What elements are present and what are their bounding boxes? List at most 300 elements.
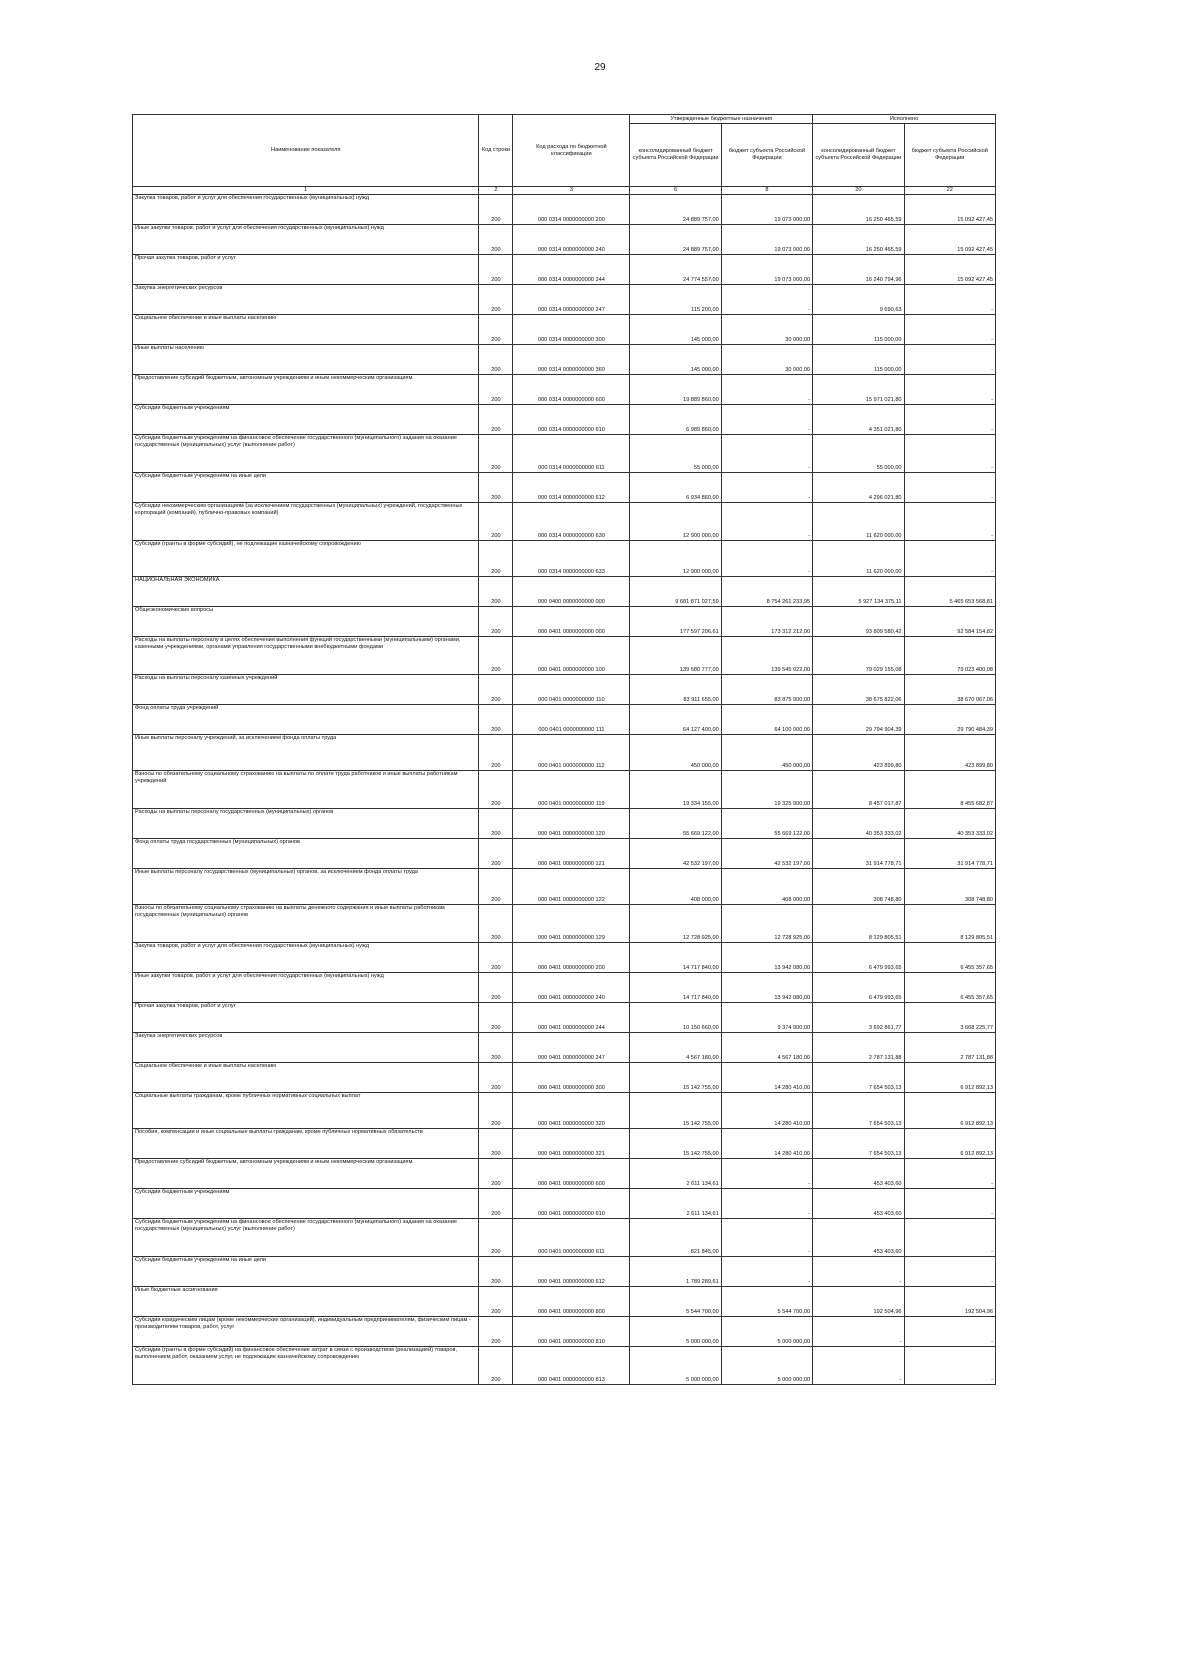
row-executed-subject: 15 092 427,45 xyxy=(904,195,995,225)
column-number: 3 xyxy=(513,187,630,195)
row-kbk: 000 0401 0000000000 120 xyxy=(513,809,630,839)
row-executed-subject: - xyxy=(904,435,995,473)
row-kbk: 000 0314 0000000000 630 xyxy=(513,503,630,541)
row-approved-consolidated: 15 142 755,00 xyxy=(630,1129,721,1159)
row-executed-subject: 38 670 067,06 xyxy=(904,675,995,705)
header-approved-consolidated: консолидированный бюджет субъекта Российской Федерации xyxy=(630,124,721,187)
row-executed-subject: 15 092 427,45 xyxy=(904,225,995,255)
row-name: Фонд оплаты труда государственных (муниципальных) органов xyxy=(133,839,479,869)
row-approved-consolidated: 12 900 000,00 xyxy=(630,503,721,541)
row-name: Иные бюджетные ассигнования xyxy=(133,1287,479,1317)
row-executed-consolidated: 453 403,60 xyxy=(813,1159,904,1189)
table-row xyxy=(133,839,996,869)
row-code: 200 xyxy=(479,771,513,809)
row-code: 200 xyxy=(479,541,513,577)
row-executed-subject: 192 504,96 xyxy=(904,1287,995,1317)
row-approved-subject: - xyxy=(721,435,812,473)
row-kbk: 000 0314 0000000000 610 xyxy=(513,405,630,435)
row-executed-subject: 31 914 778,71 xyxy=(904,839,995,869)
row-approved-consolidated: 42 532 197,00 xyxy=(630,839,721,869)
row-name: Предоставление субсидий бюджетным, автономным учреждениям и иным некоммерческим организациям xyxy=(133,1159,479,1189)
row-kbk: 000 0401 0000000000 800 xyxy=(513,1287,630,1317)
row-executed-consolidated: - xyxy=(813,1257,904,1287)
row-code: 200 xyxy=(479,637,513,675)
table-row xyxy=(133,195,996,225)
row-kbk: 000 0401 0000000000 244 xyxy=(513,1003,630,1033)
row-approved-consolidated: 6 934 860,00 xyxy=(630,473,721,503)
row-code: 200 xyxy=(479,225,513,255)
row-name: Общеэкономические вопросы xyxy=(133,607,479,637)
row-code: 200 xyxy=(479,255,513,285)
row-executed-consolidated: 7 654 503,13 xyxy=(813,1063,904,1093)
table-row xyxy=(133,1287,996,1317)
table-row xyxy=(133,1257,996,1287)
table-row xyxy=(133,1033,996,1063)
row-approved-subject: 5 544 700,00 xyxy=(721,1287,812,1317)
row-name: Субсидии бюджетным учреждениям на иные цели xyxy=(133,473,479,503)
row-executed-subject: - xyxy=(904,405,995,435)
row-approved-subject: 14 280 410,00 xyxy=(721,1093,812,1129)
table-row xyxy=(133,541,996,577)
row-approved-subject: 13 942 080,00 xyxy=(721,943,812,973)
row-executed-subject: 8 455 682,87 xyxy=(904,771,995,809)
row-name: Субсидии бюджетным учреждениям xyxy=(133,405,479,435)
row-code: 200 xyxy=(479,1287,513,1317)
row-executed-consolidated: 38 675 822,06 xyxy=(813,675,904,705)
row-executed-consolidated: - xyxy=(813,1317,904,1347)
row-name: Расходы на выплаты персоналу казенных учреждений xyxy=(133,675,479,705)
row-executed-consolidated: 11 620 000,00 xyxy=(813,541,904,577)
row-code: 200 xyxy=(479,839,513,869)
row-executed-consolidated: 7 654 503,13 xyxy=(813,1129,904,1159)
row-approved-subject: 55 669 122,00 xyxy=(721,809,812,839)
row-kbk: 000 0400 0000000000 000 xyxy=(513,577,630,607)
row-executed-consolidated: 79 029 155,08 xyxy=(813,637,904,675)
row-approved-subject: - xyxy=(721,285,812,315)
row-name: Иные выплаты персоналу государственных (муниципальных) органов, за исключением фонда оплаты труда xyxy=(133,869,479,905)
row-approved-subject: 12 728 925,00 xyxy=(721,905,812,943)
row-code: 200 xyxy=(479,1159,513,1189)
row-executed-subject: - xyxy=(904,345,995,375)
row-executed-subject: 6 455 357,65 xyxy=(904,943,995,973)
row-kbk: 000 0314 0000000000 247 xyxy=(513,285,630,315)
row-approved-consolidated: 24 774 557,00 xyxy=(630,255,721,285)
table-row xyxy=(133,375,996,405)
row-executed-consolidated: 453 403,60 xyxy=(813,1189,904,1219)
row-executed-consolidated: 29 794 904,39 xyxy=(813,705,904,735)
row-approved-subject: - xyxy=(721,503,812,541)
row-code: 200 xyxy=(479,1093,513,1129)
row-kbk: 000 0401 0000000000 240 xyxy=(513,973,630,1003)
table-row xyxy=(133,1063,996,1093)
row-executed-subject: 6 912 892,13 xyxy=(904,1129,995,1159)
row-approved-consolidated: 19 889 860,00 xyxy=(630,375,721,405)
row-code: 200 xyxy=(479,315,513,345)
table-row xyxy=(133,1093,996,1129)
row-executed-subject: 2 787 131,88 xyxy=(904,1033,995,1063)
row-name: Социальное обеспечение и иные выплаты населению xyxy=(133,1063,479,1093)
row-executed-consolidated: 31 914 778,71 xyxy=(813,839,904,869)
row-name: Иные закупки товаров, работ и услуг для обеспечения государственных (муниципальных) нужд xyxy=(133,225,479,255)
row-executed-subject: 29 790 484,39 xyxy=(904,705,995,735)
row-approved-subject: 450 000,00 xyxy=(721,735,812,771)
header-kbk: Код расхода по бюджетной классификации xyxy=(513,115,630,187)
table-row xyxy=(133,637,996,675)
page-number: 29 xyxy=(594,62,606,73)
row-approved-consolidated: 14 717 840,00 xyxy=(630,973,721,1003)
table-row xyxy=(133,735,996,771)
row-kbk: 000 0314 0000000000 360 xyxy=(513,345,630,375)
header-executed-consolidated: консолидированный бюджет субъекта Российской Федерации xyxy=(813,124,904,187)
row-executed-consolidated: 11 620 000,00 xyxy=(813,503,904,541)
row-approved-consolidated: 139 580 777,00 xyxy=(630,637,721,675)
row-executed-subject: - xyxy=(904,473,995,503)
row-executed-subject: - xyxy=(904,503,995,541)
table-row xyxy=(133,973,996,1003)
row-approved-consolidated: 83 911 655,00 xyxy=(630,675,721,705)
row-executed-consolidated: 423 899,80 xyxy=(813,735,904,771)
row-kbk: 000 0401 0000000000 813 xyxy=(513,1347,630,1385)
table-row xyxy=(133,405,996,435)
row-approved-consolidated: 4 567 180,00 xyxy=(630,1033,721,1063)
row-approved-subject: - xyxy=(721,473,812,503)
row-approved-consolidated: 24 889 757,00 xyxy=(630,225,721,255)
row-kbk: 000 0401 0000000000 600 xyxy=(513,1159,630,1189)
row-approved-consolidated: 5 544 700,00 xyxy=(630,1287,721,1317)
row-code: 200 xyxy=(479,473,513,503)
row-executed-consolidated: 115 000,00 xyxy=(813,345,904,375)
row-name: Пособия, компенсации и иные социальные выплаты гражданам, кроме публичных нормативных обязательств xyxy=(133,1129,479,1159)
row-approved-subject: 19 073 000,00 xyxy=(721,255,812,285)
table-row xyxy=(133,285,996,315)
table-row xyxy=(133,1347,996,1385)
row-executed-subject: 5 465 653 568,81 xyxy=(904,577,995,607)
row-approved-subject: 14 280 410,00 xyxy=(721,1129,812,1159)
row-approved-subject: 19 073 000,00 xyxy=(721,195,812,225)
row-kbk: 000 0314 0000000000 200 xyxy=(513,195,630,225)
row-approved-consolidated: 10 150 660,00 xyxy=(630,1003,721,1033)
column-number: 22 xyxy=(904,187,995,195)
row-approved-consolidated: 6 989 860,00 xyxy=(630,405,721,435)
row-name: Иные выплаты населению xyxy=(133,345,479,375)
row-name: Иные закупки товаров, работ и услуг для обеспечения государственных (муниципальных) нужд xyxy=(133,973,479,1003)
header-approved-subject: бюджет субъекта Российской Федерации xyxy=(721,124,812,187)
row-approved-subject: 42 532 197,00 xyxy=(721,839,812,869)
row-name: Субсидии (гранты в форме субсидий), не подлежащие казначейскому сопровождению xyxy=(133,541,479,577)
row-approved-subject: - xyxy=(721,1257,812,1287)
row-code: 200 xyxy=(479,1189,513,1219)
row-approved-consolidated: 55 669 122,00 xyxy=(630,809,721,839)
row-approved-consolidated: 12 728 925,00 xyxy=(630,905,721,943)
row-name: Закупка энергетических ресурсов xyxy=(133,1033,479,1063)
table-header xyxy=(133,115,996,195)
table-row xyxy=(133,943,996,973)
row-name: Предоставление субсидий бюджетным, автономным учреждениям и иным некоммерческим организациям xyxy=(133,375,479,405)
row-kbk: 000 0401 0000000000 321 xyxy=(513,1129,630,1159)
row-name: Расходы на выплаты персоналу государственных (муниципальных) органов xyxy=(133,809,479,839)
row-code: 200 xyxy=(479,195,513,225)
row-executed-consolidated: 3 692 861,77 xyxy=(813,1003,904,1033)
column-number: 1 xyxy=(133,187,479,195)
table-row xyxy=(133,225,996,255)
row-approved-consolidated: 408 000,00 xyxy=(630,869,721,905)
table-row xyxy=(133,1219,996,1257)
row-executed-consolidated: 16 250 465,59 xyxy=(813,195,904,225)
row-approved-subject: - xyxy=(721,1219,812,1257)
header-name: Наименование показателя xyxy=(133,115,479,187)
row-executed-subject: 6 912 892,13 xyxy=(904,1063,995,1093)
row-kbk: 000 0401 0000000000 610 xyxy=(513,1189,630,1219)
row-approved-subject: 30 000,00 xyxy=(721,315,812,345)
row-name: Субсидии бюджетным учреждениям на иные цели xyxy=(133,1257,479,1287)
row-code: 200 xyxy=(479,1219,513,1257)
row-approved-consolidated: 15 142 755,00 xyxy=(630,1093,721,1129)
row-approved-subject: - xyxy=(721,1159,812,1189)
row-kbk: 000 0401 0000000000 119 xyxy=(513,771,630,809)
row-executed-consolidated: 9 690,63 xyxy=(813,285,904,315)
row-approved-subject: 4 567 180,00 xyxy=(721,1033,812,1063)
row-executed-consolidated: 5 927 134 375,11 xyxy=(813,577,904,607)
row-executed-subject: 15 092 427,45 xyxy=(904,255,995,285)
row-name: Закупка энергетических ресурсов xyxy=(133,285,479,315)
row-name: НАЦИОНАЛЬНАЯ ЭКОНОМИКА xyxy=(133,577,479,607)
row-code: 200 xyxy=(479,973,513,1003)
row-code: 200 xyxy=(479,705,513,735)
table-row xyxy=(133,675,996,705)
column-number: 2 xyxy=(479,187,513,195)
row-executed-consolidated: 192 504,96 xyxy=(813,1287,904,1317)
row-approved-consolidated: 1 789 289,61 xyxy=(630,1257,721,1287)
row-name: Закупка товаров, работ и услуг для обеспечения государственных (муниципальных) нужд xyxy=(133,195,479,225)
row-executed-consolidated: 8 457 017,87 xyxy=(813,771,904,809)
row-executed-consolidated: 115 000,00 xyxy=(813,315,904,345)
row-kbk: 000 0314 0000000000 600 xyxy=(513,375,630,405)
row-approved-consolidated: 55 000,00 xyxy=(630,435,721,473)
row-code: 200 xyxy=(479,435,513,473)
row-approved-subject: 14 280 410,00 xyxy=(721,1063,812,1093)
row-executed-subject: 79 023 400,08 xyxy=(904,637,995,675)
row-code: 200 xyxy=(479,809,513,839)
row-executed-consolidated: 4 296 021,80 xyxy=(813,473,904,503)
row-executed-consolidated: 93 809 580,42 xyxy=(813,607,904,637)
row-name: Закупка товаров, работ и услуг для обеспечения государственных (муниципальных) нужд xyxy=(133,943,479,973)
table-body xyxy=(133,195,996,1385)
row-kbk: 000 0401 0000000000 112 xyxy=(513,735,630,771)
row-kbk: 000 0401 0000000000 247 xyxy=(513,1033,630,1063)
row-kbk: 000 0314 0000000000 611 xyxy=(513,435,630,473)
row-approved-subject: 19 325 900,00 xyxy=(721,771,812,809)
row-executed-consolidated: 16 240 794,96 xyxy=(813,255,904,285)
row-name: Субсидии бюджетным учреждениям на финансовое обеспечение государственного (муниципального) задания на оказание государственных (муниципальных) услуг (выполнение работ) xyxy=(133,435,479,473)
row-kbk: 000 0314 0000000000 240 xyxy=(513,225,630,255)
table-row xyxy=(133,1003,996,1033)
row-approved-consolidated: 115 200,00 xyxy=(630,285,721,315)
row-executed-subject: - xyxy=(904,375,995,405)
row-approved-subject: 173 312 212,00 xyxy=(721,607,812,637)
row-approved-subject: - xyxy=(721,375,812,405)
row-approved-consolidated: 821 845,00 xyxy=(630,1219,721,1257)
row-executed-consolidated: 308 748,80 xyxy=(813,869,904,905)
row-executed-subject: - xyxy=(904,1159,995,1189)
table-row xyxy=(133,315,996,345)
row-kbk: 000 0401 0000000000 810 xyxy=(513,1317,630,1347)
row-executed-consolidated: 7 654 503,13 xyxy=(813,1093,904,1129)
row-executed-consolidated: 4 351 021,80 xyxy=(813,405,904,435)
row-name: Взносы по обязательному социальному страхованию на выплаты денежного содержания и иные выплаты работникам государственных (муниципальных) органов xyxy=(133,905,479,943)
row-executed-consolidated: 55 000,00 xyxy=(813,435,904,473)
row-approved-subject: - xyxy=(721,541,812,577)
column-numbers-row xyxy=(133,187,996,195)
row-approved-subject: 5 000 000,00 xyxy=(721,1317,812,1347)
row-code: 200 xyxy=(479,1257,513,1287)
row-executed-subject: 92 584 154,82 xyxy=(904,607,995,637)
row-executed-subject: 3 668 225,77 xyxy=(904,1003,995,1033)
table-row xyxy=(133,809,996,839)
row-kbk: 000 0314 0000000000 633 xyxy=(513,541,630,577)
row-kbk: 000 0401 0000000000 200 xyxy=(513,943,630,973)
row-executed-subject: - xyxy=(904,1317,995,1347)
row-code: 200 xyxy=(479,675,513,705)
row-executed-subject: 308 748,80 xyxy=(904,869,995,905)
row-executed-consolidated: 16 250 465,59 xyxy=(813,225,904,255)
row-kbk: 000 0401 0000000000 129 xyxy=(513,905,630,943)
table-row xyxy=(133,503,996,541)
row-executed-subject: - xyxy=(904,1347,995,1385)
row-kbk: 000 0401 0000000000 111 xyxy=(513,705,630,735)
row-code: 200 xyxy=(479,375,513,405)
row-kbk: 000 0401 0000000000 612 xyxy=(513,1257,630,1287)
row-code: 200 xyxy=(479,1317,513,1347)
row-kbk: 000 0401 0000000000 000 xyxy=(513,607,630,637)
row-approved-subject: 19 073 000,00 xyxy=(721,225,812,255)
row-kbk: 000 0401 0000000000 121 xyxy=(513,839,630,869)
row-approved-consolidated: 5 000 000,00 xyxy=(630,1317,721,1347)
row-executed-subject: - xyxy=(904,315,995,345)
table-row xyxy=(133,435,996,473)
row-kbk: 000 0401 0000000000 122 xyxy=(513,869,630,905)
row-approved-consolidated: 177 597 206,61 xyxy=(630,607,721,637)
row-name: Субсидии бюджетным учреждениям xyxy=(133,1189,479,1219)
row-name: Фонд оплаты труда учреждений xyxy=(133,705,479,735)
row-approved-consolidated: 145 000,00 xyxy=(630,345,721,375)
table-row xyxy=(133,771,996,809)
row-approved-consolidated: 15 142 755,00 xyxy=(630,1063,721,1093)
row-executed-consolidated: - xyxy=(813,1347,904,1385)
row-name: Социальное обеспечение и иные выплаты населению xyxy=(133,315,479,345)
row-name: Социальные выплаты гражданам, кроме публичных нормативных социальных выплат xyxy=(133,1093,479,1129)
column-number: 20 xyxy=(813,187,904,195)
row-name: Взносы по обязательному социальному страхованию на выплаты по оплате труда работников и иные выплаты работникам учреждений xyxy=(133,771,479,809)
row-executed-subject: 8 129 805,51 xyxy=(904,905,995,943)
row-executed-consolidated: 6 479 993,65 xyxy=(813,973,904,1003)
row-approved-subject: 5 000 000,00 xyxy=(721,1347,812,1385)
row-approved-subject: - xyxy=(721,405,812,435)
table-row xyxy=(133,345,996,375)
row-name: Прочая закупка товаров, работ и услуг xyxy=(133,255,479,285)
row-approved-consolidated: 64 127 400,00 xyxy=(630,705,721,735)
row-approved-consolidated: 5 000 000,00 xyxy=(630,1347,721,1385)
header-code: Код строки xyxy=(479,115,513,187)
row-code: 200 xyxy=(479,1063,513,1093)
row-code: 200 xyxy=(479,577,513,607)
row-executed-subject: 6 455 357,65 xyxy=(904,973,995,1003)
row-approved-subject: 13 942 080,00 xyxy=(721,973,812,1003)
row-kbk: 000 0314 0000000000 612 xyxy=(513,473,630,503)
column-number: 8 xyxy=(721,187,812,195)
row-approved-subject: 139 545 022,00 xyxy=(721,637,812,675)
row-name: Расходы на выплаты персоналу в целях обеспечения выполнения функций государственными (муниципальными) органами, казенными учреждениями, органами управления государственными внебюджетными фондами xyxy=(133,637,479,675)
row-approved-subject: 83 875 900,00 xyxy=(721,675,812,705)
table-row xyxy=(133,1317,996,1347)
row-code: 200 xyxy=(479,1033,513,1063)
row-kbk: 000 0314 0000000000 300 xyxy=(513,315,630,345)
row-name: Иные выплаты персоналу учреждений, за исключением фонда оплаты труда xyxy=(133,735,479,771)
row-code: 200 xyxy=(479,1347,513,1385)
table-row xyxy=(133,577,996,607)
table-row xyxy=(133,607,996,637)
row-approved-consolidated: 450 000,00 xyxy=(630,735,721,771)
row-executed-consolidated: 6 479 993,65 xyxy=(813,943,904,973)
header-executed-subject: бюджет субъекта Российской Федерации xyxy=(904,124,995,187)
row-approved-consolidated: 19 334 155,00 xyxy=(630,771,721,809)
row-code: 200 xyxy=(479,905,513,943)
row-code: 200 xyxy=(479,503,513,541)
row-executed-subject: 423 899,80 xyxy=(904,735,995,771)
row-kbk: 000 0401 0000000000 300 xyxy=(513,1063,630,1093)
row-executed-subject: - xyxy=(904,1219,995,1257)
row-code: 200 xyxy=(479,607,513,637)
row-executed-subject: 6 912 892,13 xyxy=(904,1093,995,1129)
row-approved-subject: 408 000,00 xyxy=(721,869,812,905)
row-executed-consolidated: 40 353 333,02 xyxy=(813,809,904,839)
table-row xyxy=(133,705,996,735)
table-row xyxy=(133,255,996,285)
row-code: 200 xyxy=(479,405,513,435)
row-name: Субсидии некоммерческим организациям (за исключением государственных (муниципальных) учреждений, государственных корпораций (компаний), публично-правовых компаний) xyxy=(133,503,479,541)
row-name: Субсидии юридическим лицам (кроме некоммерческих организаций), индивидуальным предпринимателям, физическим лицам - производителям товаров, работ, услуг xyxy=(133,1317,479,1347)
row-executed-subject: 40 353 333,02 xyxy=(904,809,995,839)
row-name: Прочая закупка товаров, работ и услуг xyxy=(133,1003,479,1033)
table-row xyxy=(133,1129,996,1159)
row-approved-subject: - xyxy=(721,1189,812,1219)
table-row xyxy=(133,905,996,943)
row-kbk: 000 0401 0000000000 320 xyxy=(513,1093,630,1129)
row-code: 200 xyxy=(479,1129,513,1159)
row-kbk: 000 0314 0000000000 244 xyxy=(513,255,630,285)
row-executed-consolidated: 453 403,60 xyxy=(813,1219,904,1257)
table-row xyxy=(133,473,996,503)
row-approved-consolidated: 24 889 757,00 xyxy=(630,195,721,225)
row-approved-subject: 8 754 261 233,95 xyxy=(721,577,812,607)
row-code: 200 xyxy=(479,943,513,973)
row-kbk: 000 0401 0000000000 611 xyxy=(513,1219,630,1257)
row-approved-consolidated: 9 681 871 027,59 xyxy=(630,577,721,607)
row-name: Субсидии (гранты в форме субсидий) на финансовое обеспечение затрат в связи с производством (реализацией) товаров, выполнением работ, оказанием услуг, не подлежащие казначейскому сопровождению xyxy=(133,1347,479,1385)
row-approved-subject: 9 374 900,00 xyxy=(721,1003,812,1033)
row-approved-consolidated: 12 900 000,00 xyxy=(630,541,721,577)
row-executed-subject: - xyxy=(904,1189,995,1219)
table-row xyxy=(133,1159,996,1189)
row-kbk: 000 0401 0000000000 100 xyxy=(513,637,630,675)
row-code: 200 xyxy=(479,735,513,771)
row-code: 200 xyxy=(479,345,513,375)
row-name: Субсидии бюджетным учреждениям на финансовое обеспечение государственного (муниципального) задания на оказание государственных (муниципальных) услуг (выполнение работ) xyxy=(133,1219,479,1257)
row-approved-subject: 30 000,00 xyxy=(721,345,812,375)
row-approved-consolidated: 14 717 840,00 xyxy=(630,943,721,973)
row-executed-subject: - xyxy=(904,541,995,577)
header-group-approved: Утвержденные бюджетные назначения xyxy=(630,115,813,124)
row-approved-consolidated: 145 000,00 xyxy=(630,315,721,345)
